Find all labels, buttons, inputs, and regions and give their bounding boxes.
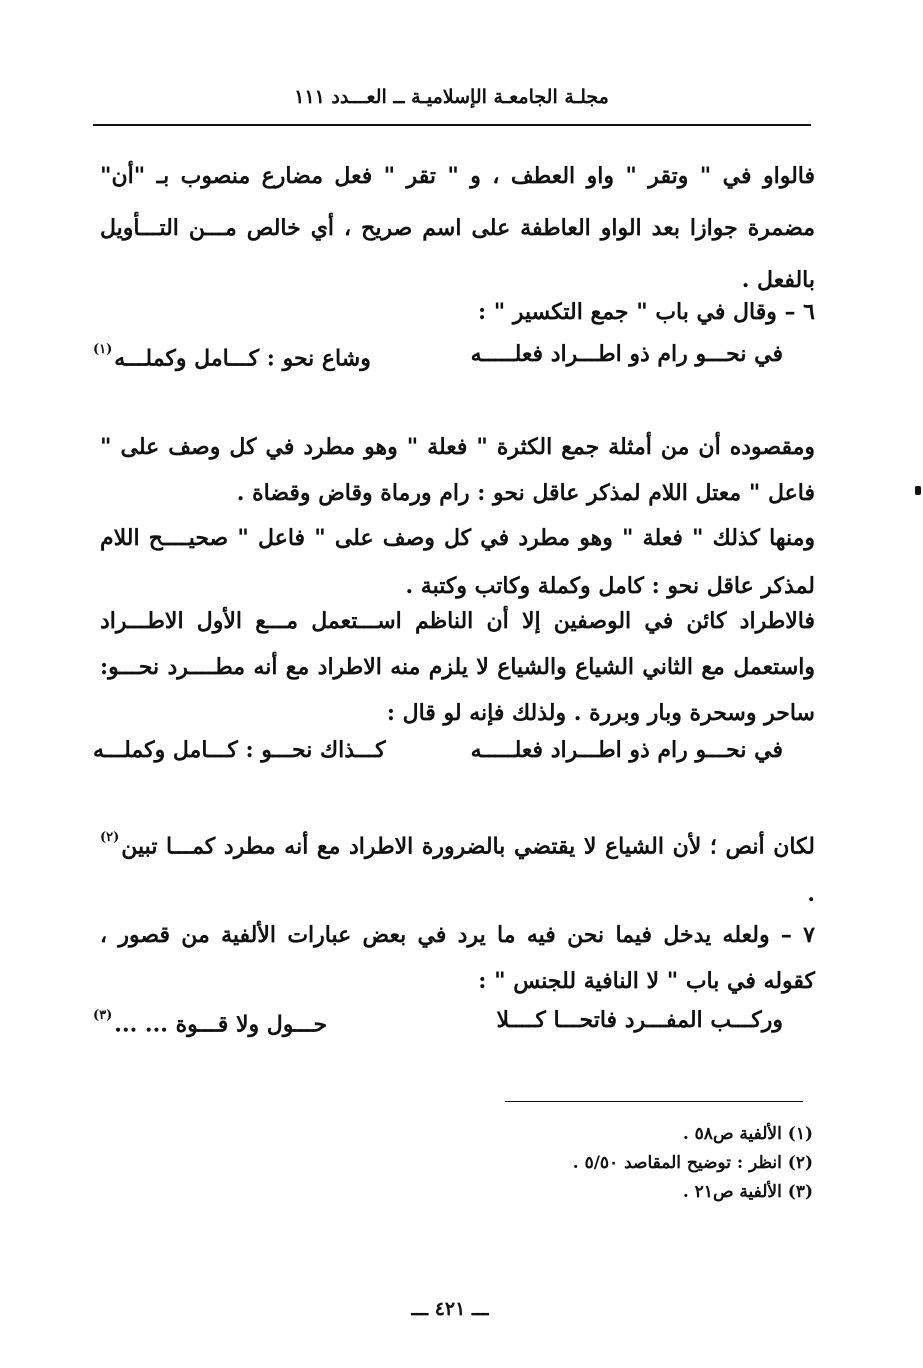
verse-3-second-hemistich xyxy=(93,1000,327,1044)
verse-2 xyxy=(93,730,783,770)
footnote-1: (١) الألفية ص٥٨ . xyxy=(682,1124,813,1144)
paragraph-3: ومقصوده أن من أمثلة جمع الكثرة " فعلة " وهو مطرد في كل وصف على " فاعل " معتل اللام لمذكر عاقل نحو : رام ورماة وقاض وقضاة . xyxy=(100,434,815,506)
footnote-ref-3: (٣) xyxy=(93,1008,113,1023)
paragraph-1: فالواو في " وتقر " واو العطف ، و " تقر " فعل مضارع منصوب بـ "أن" مضمرة جوازا بعد الواو العاطفة على اسم صريح ، أي خالص مـــن التـــأويل بالفعل . xyxy=(100,163,815,293)
paragraph-7: ٧ – ولعله يدخل فيما نحن فيه ما يرد في بعض عبارات الألفية من قصور ، كقوله في باب " لا النافية للجنس " : xyxy=(100,922,815,994)
paragraph-5: فالاطراد كائن في الوصفين إلا أن الناظم اســـتعمل مـــع الأول الاطـــراد واستعمل مع الثاني الشياع والشياع لا يلزم منه الاطراد مع أنه مطــــرد نحـــو: ساحر وسحرة وبار وبررة . ولذلك فإنه لو قال : xyxy=(100,608,815,726)
verse-3 xyxy=(93,1000,783,1040)
verse-2-second-hemistich: كـــذاك نحـــو : كـــامل وكملـــه xyxy=(93,737,386,763)
paragraph-6-text: لكان أنص ؛ لأن الشياع لا يقتضي بالضرورة الاطراد مع أنه مطرد كمـــا تبين xyxy=(121,833,815,860)
paragraph-4: ومنها كذلك " فعلة " وهو مطرد في كل وصف على " فاعل " صحيــــح اللام لمذكر عاقل نحو : كامل وكملة وكاتب وكتبة . xyxy=(100,525,815,599)
footnote-ref-2: (٢) xyxy=(100,830,120,845)
verse-3-second-text: حـــول ولا قـــوة ... ... xyxy=(114,1011,328,1038)
margin-mark xyxy=(915,486,921,495)
verse-3-first-hemistich: وركـــب المفـــرد فاتحـــا كــــلا xyxy=(496,1007,783,1033)
footnote-ref-1: (١) xyxy=(93,342,113,357)
paragraph-2: ٦ – وقال في باب " جمع التكسير " : xyxy=(477,299,815,325)
verse-2-first-hemistich: في نحـــو رام ذو اطـــراد فعلـــــه xyxy=(470,737,783,763)
journal-header: مجلـة الجامعـة الإسلاميـة ــ العـــدد ١١١ xyxy=(294,86,609,108)
header-divider xyxy=(93,124,811,126)
footnote-divider xyxy=(505,1101,803,1102)
footnote-3: (٣) الألفية ص٢١ . xyxy=(682,1182,813,1202)
verse-1 xyxy=(93,334,783,374)
verse-1-second-hemistich xyxy=(93,334,371,378)
footnote-2: (٢) انظر : توضيح المقاصد ٥/٥٠ . xyxy=(572,1153,813,1173)
paragraph-6-end: . xyxy=(807,881,815,908)
page-number: ـــ ٤٢١ ـــ xyxy=(411,1298,489,1320)
paragraph-6 xyxy=(100,818,815,918)
verse-1-second-text: وشاع نحو : كـــامل وكملـــه xyxy=(114,345,371,372)
verse-1-first-hemistich: في نحـــو رام ذو اطـــراد فعلـــــه xyxy=(470,341,783,367)
